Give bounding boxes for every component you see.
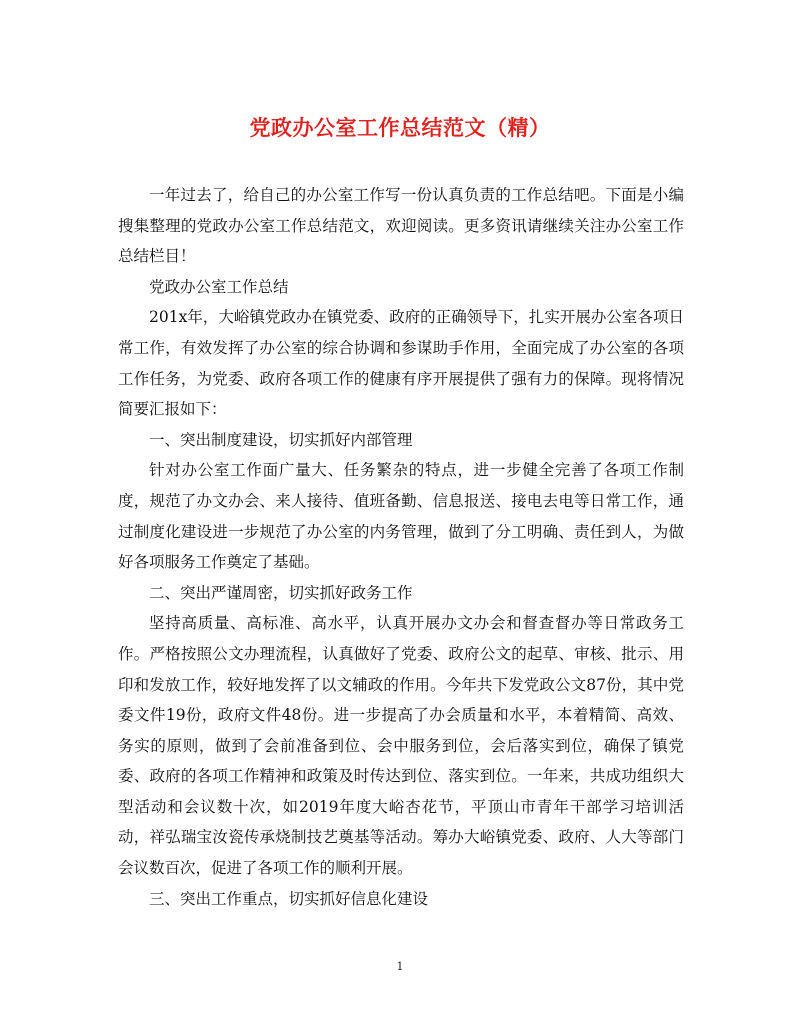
- section-1-paragraph: 针对办公室工作面广量大、任务繁杂的特点，进一步健全完善了各项工作制度，规范了办文办会、来人接待、值班备勤、信息报送、接电去电等日常工作，通过制度化建设进一步规范了办公室的内务管理，做到了分工明确、责任到人，为做好各项服务工作奠定了基础。: [118, 461, 684, 572]
- page-number: 1: [396, 960, 404, 973]
- section-2-paragraph: 坚持高质量、高标准、高水平，认真开展办文办会和督查督办等日常政务工作。严格按照公文办理流程，认真做好了党委、政府公文的起草、审核、批示、用印和发放工作，较好地发挥了以文辅政的作用。今年共下发党政公文87份，其中党委文件19份，政府文件48份。进一步提高了办会质量和水平，本着精简、高效、务实的原则，做到了会前准备到位、会中服务到位，会后落实到位，确保了镇党委、政府的各项工作精神和政策及时传达到位、落实到位。一年来，共成功组织大型活动和会议数十次，如2019年度大峪杏花节，平顶山市青年干部学习培训活动，祥弘瑞宝汝瓷传承烧制技艺奠基等活动。筹办大峪镇党委、政府、人大等部门会议数百次，促进了各项工作的顺利开展。: [118, 614, 684, 878]
- section-heading-1: 一、突出制度建设，切实抓好内部管理: [149, 430, 413, 449]
- section-heading-summary: 党政办公室工作总结: [149, 277, 289, 296]
- overview-paragraph: 201x年，大峪镇党政办在镇党委、政府的正确领导下，扎实开展办公室各项日常工作，有效发挥了办公室的综合协调和参谋助手作用，全面完成了办公室的各项工作任务，为党委、政府各项工作的健康有序开展提供了强有力的保障。现将情况简要汇报如下：: [118, 308, 684, 419]
- document-body: [118, 180, 684, 914]
- document-title: 党政办公室工作总结范文（精）: [249, 115, 551, 140]
- section-heading-3: 三、突出工作重点，切实抓好信息化建设: [149, 889, 429, 908]
- section-heading-2: 二、突出严谨周密，切实抓好政务工作: [149, 583, 413, 602]
- intro-paragraph: 一年过去了，给自己的办公室工作写一份认真负责的工作总结吧。下面是小编搜集整理的党政办公室工作总结范文，欢迎阅读。更多资讯请继续关注办公室工作总结栏目！: [118, 186, 684, 266]
